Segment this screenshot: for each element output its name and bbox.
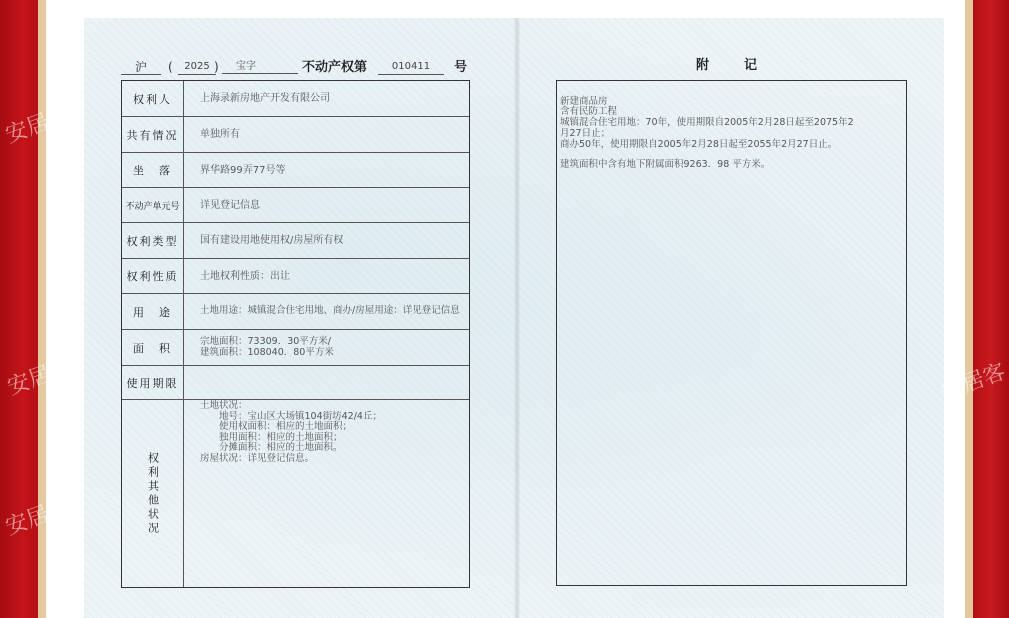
table-row <box>122 223 469 259</box>
table-row <box>122 400 469 587</box>
row-label: 权利类型 <box>122 223 184 258</box>
notes-line: 含有民防工程 <box>560 106 618 117</box>
row-label: 使用期限 <box>122 366 184 399</box>
row-label: 用 途 <box>122 294 184 329</box>
red-frame-right <box>973 0 1009 618</box>
table-row <box>122 81 469 117</box>
notes-line: 城镇混合住宅用地：70年，使用期限自2005年2月28日起至2075年2 <box>560 117 854 128</box>
rights-table <box>121 80 470 588</box>
gold-border-right <box>965 0 973 618</box>
region-field: 沪 <box>121 60 161 75</box>
other-status-text: 土地状况： 地号：宝山区大场镇104街坊42/4丘； 使用权面积：相应的土地面积； 独用面积：相应的土地面积； 分摊面积：相应的土地面积。 房屋状况：详见登记信息。 <box>200 400 382 464</box>
number-suffix: 号 <box>454 60 468 75</box>
row-label: 权利性质 <box>122 259 184 293</box>
row-value: 土地权利性质：出让 <box>200 270 290 282</box>
notes-box <box>556 80 907 586</box>
notes-line: 月27日止； <box>560 128 611 139</box>
row-label: 坐 落 <box>122 153 184 187</box>
watermark: 安居客 <box>4 354 75 401</box>
table-row <box>122 366 469 400</box>
row-value: 上海录新房地产开发有限公司 <box>200 93 330 104</box>
year-field: 2025 <box>178 60 216 75</box>
row-value <box>200 400 467 588</box>
page-fold <box>514 18 520 618</box>
row-value: 界华路99弄77号等 <box>200 164 286 176</box>
notes-line: 建筑面积中含有地下附属面积9263．98 平方米。 <box>560 159 771 170</box>
table-row <box>122 117 469 153</box>
row-label: 权利其他状况 <box>122 400 184 587</box>
row-label: 不动产单元号 <box>122 188 184 222</box>
table-row <box>122 153 469 188</box>
watermark: 安居客 <box>2 494 73 541</box>
table-row <box>122 188 469 223</box>
watermark: 安居客 <box>938 359 1009 406</box>
notes-line: 新建商品房 <box>560 96 608 107</box>
open-paren: ( <box>168 60 173 74</box>
row-value: 国有建设用地使用权/房屋所有权 <box>200 235 344 246</box>
notes-line: 商办50年，使用期限自2005年2月28日起至2055年2月27日止。 <box>560 139 838 150</box>
notes-title-a: 附 <box>696 58 710 73</box>
year-suffix-field: 宝字 <box>222 60 298 74</box>
close-paren: ) <box>214 60 219 74</box>
row-label: 面 积 <box>122 330 184 365</box>
certificate-number: 010411 <box>378 60 444 75</box>
table-row <box>122 294 469 330</box>
notes-title-b: 记 <box>744 58 758 73</box>
area-text: 宗地面积：73309．30平方米/ 建筑面积：108040．80平方米 <box>200 336 334 358</box>
row-value: 土地用途：城镇混合住宅用地、商办/房屋用途：详见登记信息 <box>200 305 460 317</box>
row-value <box>200 330 467 365</box>
row-value: 单独所有 <box>200 129 240 140</box>
table-row <box>122 259 469 294</box>
row-label: 共有情况 <box>122 117 184 152</box>
certificate-title: 不动产权第 <box>302 60 368 75</box>
row-value: 详见登记信息 <box>200 199 260 211</box>
row-label: 权利人 <box>122 81 184 116</box>
table-row <box>122 330 469 366</box>
row-value <box>200 366 467 399</box>
watermark: 安居客 <box>2 102 73 149</box>
